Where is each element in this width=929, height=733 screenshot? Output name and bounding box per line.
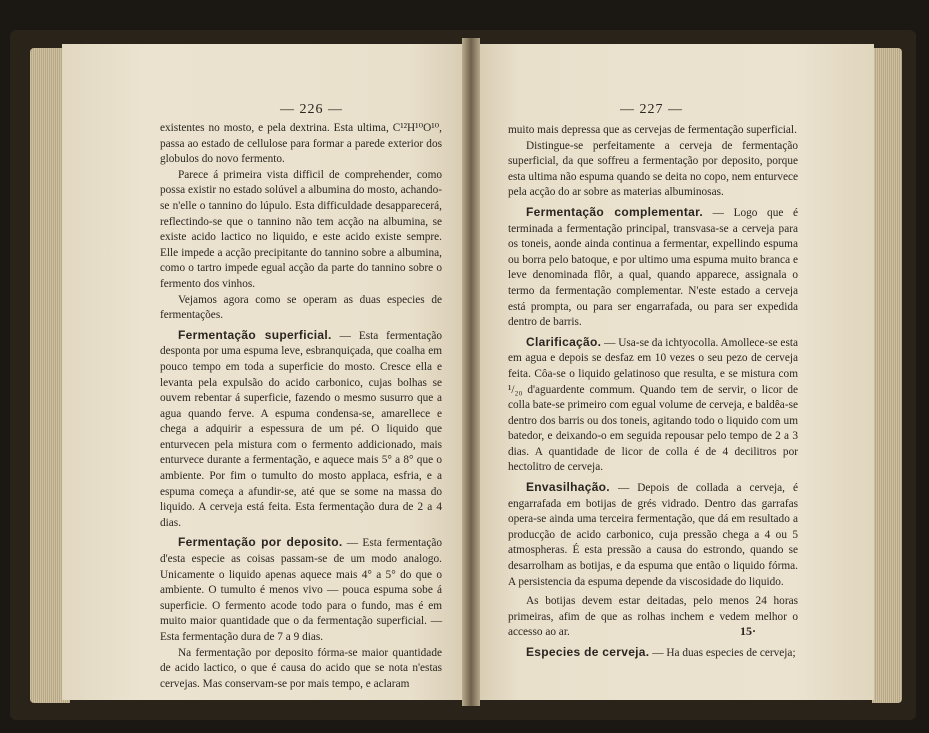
left-page-text	[160, 121, 442, 692]
paragraph	[160, 535, 442, 645]
paragraph: existentes no mosto, e pela dextrina. Esta ultima, C¹²H¹⁰O¹⁰, passa ao estado de cellulose para formar a parede exterior dos globulos do novo fermento.	[160, 122, 442, 166]
paragraph	[508, 205, 798, 331]
section-heading: Fermentação complementar.	[526, 204, 704, 219]
paragraph: As botijas devem estar deitadas, pelo menos 24 horas primeiras, afim de que as rolhas inchem e vedem melhor o accesso ao ar.	[508, 595, 798, 639]
paragraph: Parece á primeira vista difficil de comprehender, como possa existir no estado solúvel a albumina do mosto, achando-se n'elle o tannino do lúpulo. Esta difficuldade desapparecerá, reflectindo-se que o tannino não tem acção na albumina, se existe acido lactico no liquido, e este acido existe sempre. Elle impede a acção precipitante do tannino sobre a albumina, como o tartro impede egual acção da parte do tannino sobre o fermento dos vinhos.	[160, 168, 442, 290]
paragraph-text: — Logo que é terminada a fermentação principal, transvasa-se a cerveja para os toneis, aonde ainda continua a fermentar, expellindo espuma ou borra pelo batoque, e por ultimo uma espuma muito branca e leve denominada flôr, a qual, quando apparece, assignala o termo da fermentação complementar. N'este estado a cerveja está prompta, ou para ser engarrafada, ou para ser expedida dentro de barris.	[508, 206, 798, 329]
right-page-text	[508, 123, 798, 662]
section-heading: Clarificação.	[526, 334, 602, 349]
page-number: — 226 —	[280, 102, 343, 117]
section-heading: Fermentação superficial.	[178, 327, 332, 342]
section-heading: Fermentação por deposito.	[178, 535, 343, 550]
paragraph: Vejamos agora como se operam as duas especies de fermentações.	[160, 293, 442, 322]
paragraph: Distingue-se perfeitamente a cerveja de fermentação superficial, da que soffreu a fermentação por deposito, porque esta ultima não espuma quando se deita no copo, nem enturvece pela acção do ar sobre as materias albuminosas.	[508, 139, 798, 199]
section-heading: Especies de cerveja.	[526, 645, 650, 659]
paragraph: muito mais depressa que as cervejas de fermentação superficial.	[508, 124, 797, 136]
paragraph	[160, 328, 442, 532]
paragraph	[508, 480, 798, 590]
section-heading: Envasilhação.	[526, 480, 610, 495]
signature-mark: 15·	[739, 624, 756, 638]
paragraph-text: — Esta fermentação d'esta especie as coisas passam-se de um modo analogo. Unicamente o liquido apenas aquece mais 4° a 5° do que o ambiente. O tumulto é menos vivo — pouca espuma sobe á superficie. O fermento acode todo para o fundo, mas é em muito maior quantidade que o da fermentação superficial. — Esta fermentação dura de 7 a 9 dias.	[160, 537, 442, 643]
left-page	[62, 44, 470, 700]
paragraph	[508, 645, 798, 662]
right-page	[472, 44, 874, 700]
book-gutter	[462, 38, 480, 706]
paragraph	[508, 335, 798, 476]
page-edges-right	[872, 48, 902, 703]
page-number: — 227 —	[620, 102, 683, 117]
paragraph: Na fermentação por deposito fórma-se maior quantidade de acido lactico, o que é causa do acido que se nota n'estas cervejas. Mas conservam-se por mais tempo, e aclaram	[160, 646, 442, 690]
paragraph-text: — Ha duas especies de cerveja;	[649, 647, 796, 659]
paragraph-text: — Usa-se da ichtyocolla. Amollece-se esta em agua e depois se desfaz em 10 vezes o seu pezo de cerveja feita. Côa-se o liquido gelatinoso que resulta, e se mistura com ¹/₂₀ d'aguardente commum. Quando tem de servir, o licor de colla bate-se primeiro com egual volume de cerveja, e baldêa-se dentro dos barris ou dos toneis, agitando todo o liquido com um batedor, e deixando-o em seguida repousar pelo tempo de 2 a 3 dias. A quantidade de licor de colla é de 4 decilitros por hectolitro de cerveja.	[508, 336, 798, 474]
paragraph-text: — Esta fermentação desponta por uma espuma leve, esbranquiçada, que coalha em pouco tempo em toda a superficie do mosto. Cresce ella e levanta pela expulsão do acido carbonico, cujas bolhas se ouvem rebentar á superficie, fazendo o mesmo susurro que a agua quando ferve. A espuma condensa-se, amarellece e chega a adquirir a espessura de um pé. O liquido que enturvecen pela mistura com o fermento addicionado, mais enturvece durante a fermentação, e aquece mais 5° a 8° que o ambiente. Por fim o tumulto do mosto applaca, esfria, e a espuma começa a afundir-se, até que se some na massa do liquido. A cerveja está feita. Esta fermentação dura de 2 a 4 dias.	[160, 329, 442, 529]
paragraph-text: — Depois de collada a cerveja, é engarrafada em botijas de grés vidrado. Dentro das garrafas opera-se ainda uma terceira fermentação, que dá em resultado a producção de acido carbonico, cuja pressão chega a 4 ou 5 atmospheras. É esta pressão a causa do estrondo, quando se desarrolham as botijas, e da espuma que então o liquido fórma. A persistencia da espuma depende da viscosidade do liquido.	[508, 482, 798, 588]
